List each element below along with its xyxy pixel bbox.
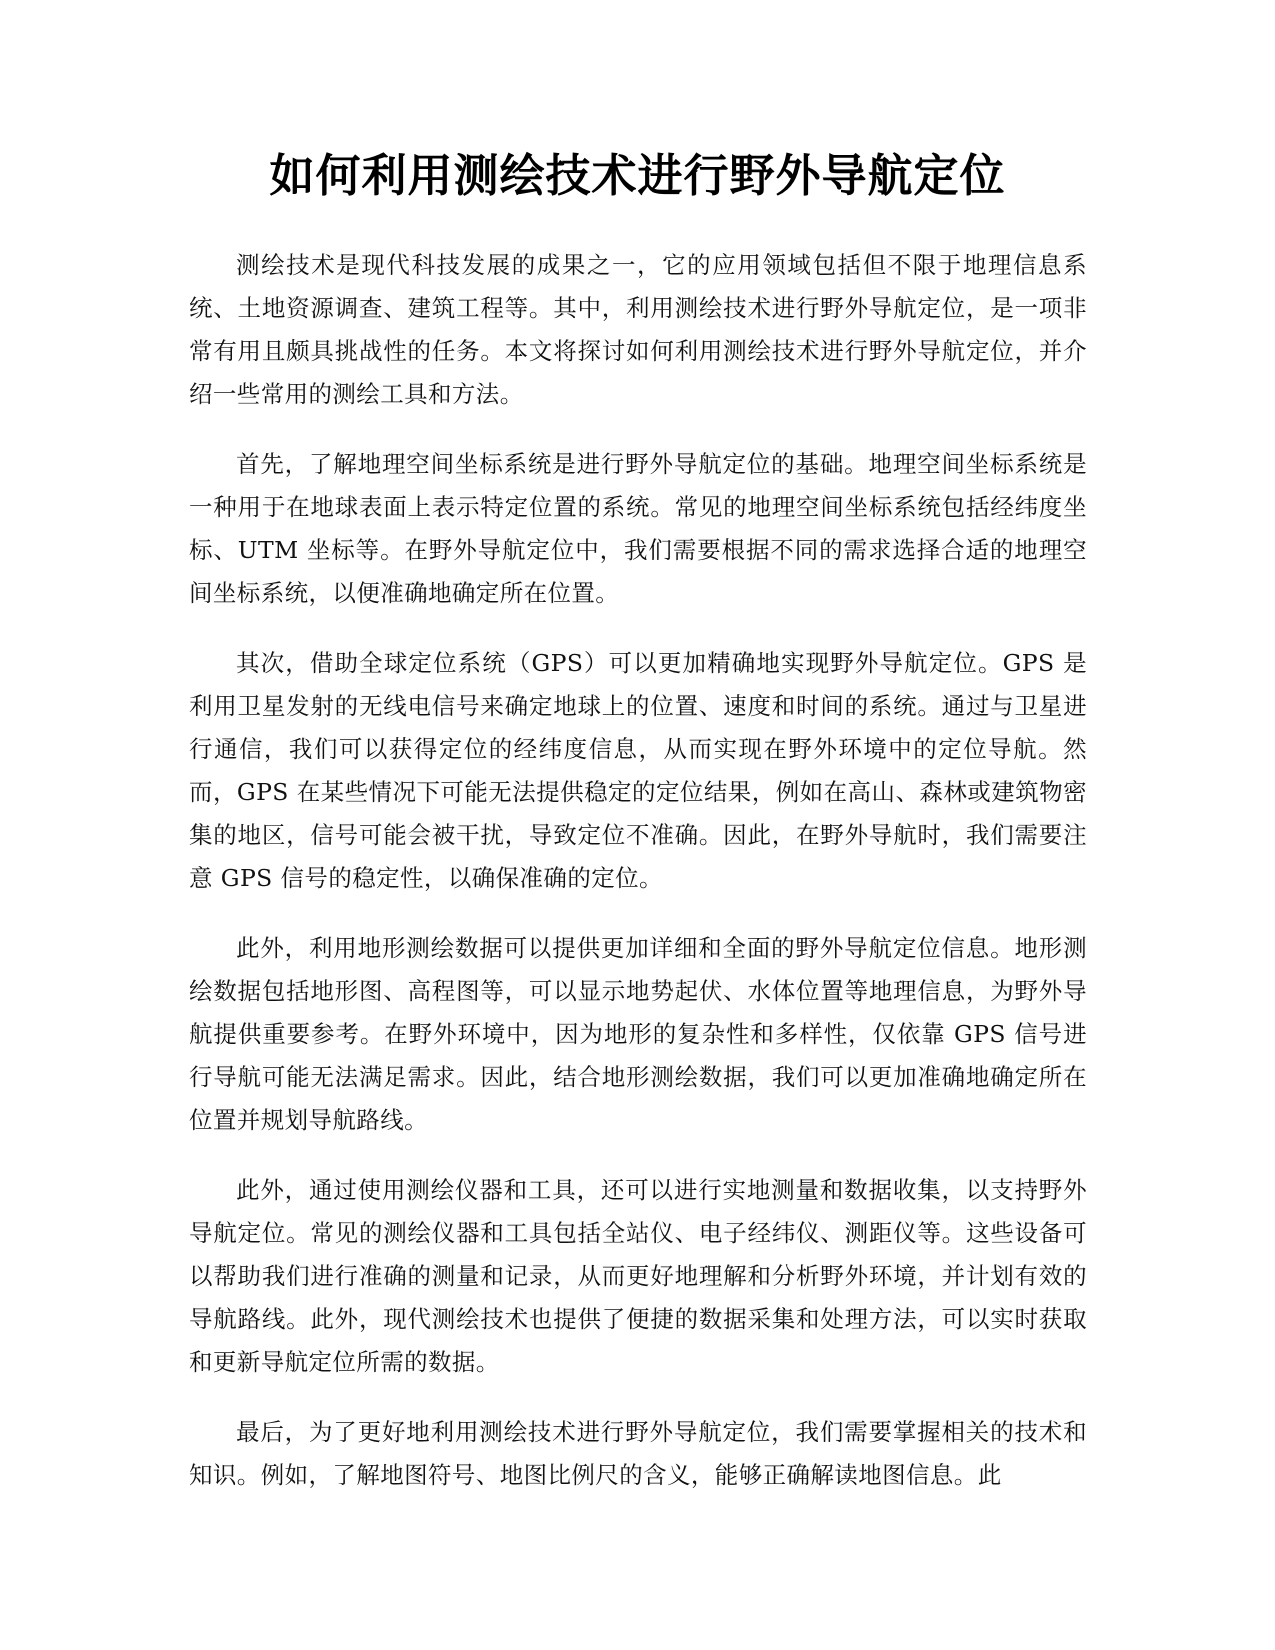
document-body (189, 244, 1087, 1524)
paragraph-conclusion: 最后，为了更好地利用测绘技术进行野外导航定位，我们需要掌握相关的技术和知识。例如，了解地图符号、地图比例尺的含义，能够正确解读地图信息。此 (189, 1418, 1087, 1489)
paragraph-instruments: 此外，通过使用测绘仪器和工具，还可以进行实地测量和数据收集，以支持野外导航定位。常见的测绘仪器和工具包括全站仪、电子经纬仪、测距仪等。这些设备可以帮助我们进行准确的测量和记录，从而更好地理解和分析野外环境，并计划有效的导航路线。此外，现代测绘技术也提供了便捷的数据采集和处理方法，可以实时获取和更新导航定位所需的数据。 (189, 1176, 1087, 1376)
paragraph-intro: 测绘技术是现代科技发展的成果之一，它的应用领域包括但不限于地理信息系统、土地资源调查、建筑工程等。其中，利用测绘技术进行野外导航定位，是一项非常有用且颇具挑战性的任务。本文将探讨如何利用测绘技术进行野外导航定位，并介绍一些常用的测绘工具和方法。 (189, 251, 1087, 408)
document-title: 如何利用测绘技术进行野外导航定位 (269, 149, 1006, 202)
paragraph-gps: 其次，借助全球定位系统（GPS）可以更加精确地实现野外导航定位。GPS 是利用卫星发射的无线电信号来确定地球上的位置、速度和时间的系统。通过与卫星进行通信，我们可以获得定位的经纬度信息，从而实现在野外环境中的定位导航。然而，GPS 在某些情况下可能无法提供稳定的定位结果，例如在高山、森林或建筑物密集的地区，信号可能会被干扰，导致定位不准确。因此，在野外导航时，我们需要注意 GPS 信号的稳定性，以确保准确的定位。 (189, 649, 1087, 892)
paragraph-coordinate-systems: 首先，了解地理空间坐标系统是进行野外导航定位的基础。地理空间坐标系统是一种用于在地球表面上表示特定位置的系统。常见的地理空间坐标系统包括经纬度坐标、UTM 坐标等。在野外导航定位中，我们需要根据不同的需求选择合适的地理空间坐标系统，以便准确地确定所在位置。 (189, 450, 1087, 607)
paragraph-terrain-data: 此外，利用地形测绘数据可以提供更加详细和全面的野外导航定位信息。地形测绘数据包括地形图、高程图等，可以显示地势起伏、水体位置等地理信息，为野外导航提供重要参考。在野外环境中，因为地形的复杂性和多样性，仅依靠 GPS 信号进行导航可能无法满足需求。因此，结合地形测绘数据，我们可以更加准确地确定所在位置并规划导航路线。 (189, 934, 1087, 1134)
